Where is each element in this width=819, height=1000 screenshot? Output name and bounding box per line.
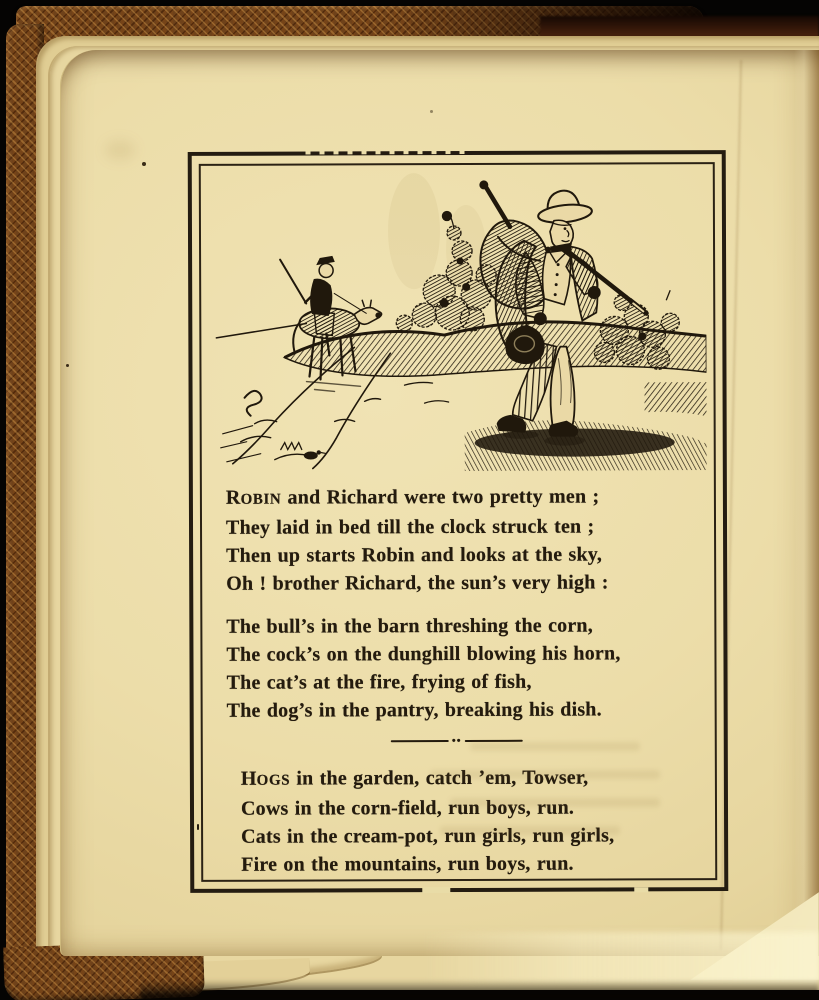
line-text: The bull’s in the barn threshing the corn, (226, 614, 593, 638)
paper-stain (105, 140, 135, 160)
line-text: The dog’s in the pantry, breaking his dish. (226, 698, 602, 722)
poem-line (227, 695, 701, 725)
page-bottom-highlight (420, 932, 819, 984)
line-text: Fire on the mountains, run boys, run. (241, 852, 574, 876)
border-wear (297, 150, 467, 155)
poem-line (226, 639, 700, 669)
divider-dots: •• (451, 734, 462, 747)
paper-speck (142, 162, 146, 166)
woodcut-illustration (214, 170, 707, 472)
page-curl-right (794, 50, 819, 956)
stanza (226, 611, 700, 725)
poem-line (226, 568, 700, 598)
line-text: Oh ! brother Richard, the sun’s very high : (226, 571, 609, 595)
line-text: Cows in the corn-field, run boys, run. (240, 796, 575, 820)
line-text: The cock’s on the dunghill blowing his horn, (226, 642, 621, 666)
poem-line (227, 667, 701, 697)
printed-border (188, 150, 729, 893)
line-text: and Richard were two pretty men ; (281, 485, 600, 509)
line-lead-cap: H (240, 767, 257, 790)
show-through-text (470, 742, 640, 751)
line-lead-small: OBIN (240, 491, 282, 508)
poem-text (226, 482, 701, 879)
show-through-text (430, 770, 660, 779)
traveler (479, 180, 646, 446)
line-text: Cats in the cream-pot, run girls, run girls, (241, 824, 615, 848)
poem-line (226, 540, 700, 570)
border-wear (634, 887, 648, 892)
line-text: They laid in bed till the clock struck ten ; (225, 515, 595, 539)
line-lead-small: OGS (256, 772, 291, 789)
poem-line (226, 482, 700, 514)
divider-rule (391, 740, 449, 742)
paper-speck (430, 110, 433, 113)
border-wear (422, 887, 450, 893)
show-through-text (450, 798, 660, 807)
stanza (226, 482, 700, 598)
poem-line (226, 611, 700, 641)
show-through-text (440, 826, 620, 835)
line-lead-cap: R (225, 486, 241, 509)
line-text: Then up starts Robin and looks at the sky, (226, 543, 603, 567)
photo-shadow (140, 980, 819, 1000)
line-text: The cat’s at the fire, frying of fish, (226, 670, 532, 694)
line-text: in the garden, catch ’em, Towser, (290, 766, 589, 790)
stanza (241, 763, 701, 879)
poem-line (241, 849, 701, 879)
paper-speck (66, 364, 69, 367)
ink-stray-mark (197, 824, 199, 830)
poem-line (226, 512, 700, 542)
